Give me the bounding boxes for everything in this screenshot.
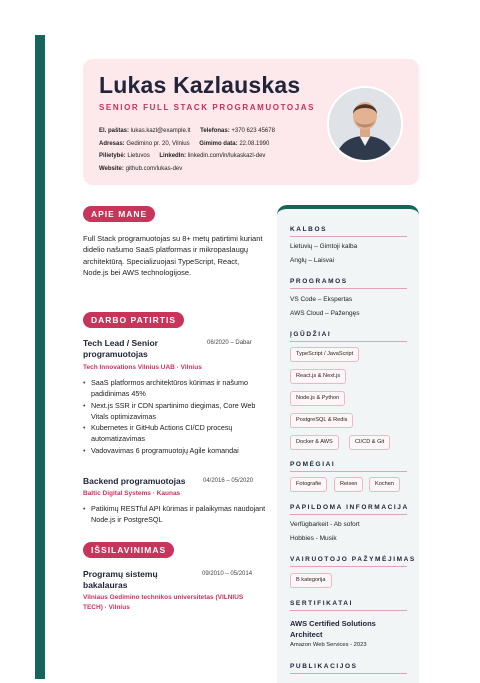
job-company: Tech Innovations Vilnius UAB · Vilnius — [83, 364, 202, 371]
profile-header — [83, 59, 419, 185]
divider — [290, 236, 407, 237]
list-item: Anglų – Laisvai — [290, 257, 335, 264]
candidate-name: Lukas Kazlauskas — [99, 72, 301, 98]
accent-bar — [35, 35, 45, 679]
email-value: lukas.kazl@example.lt — [130, 128, 191, 134]
sidebar — [277, 205, 419, 683]
contact-info — [99, 125, 275, 175]
list-item: AWS Cloud – Pažengęs — [290, 310, 360, 317]
license-chip: B kategorija — [290, 573, 332, 588]
skill-chip: PostgreSQL & Redis — [290, 413, 353, 428]
list-item: • Patikimų RESTful API kūrimas ir palaikymas naudojant Node.js ir PostgreSQL — [83, 503, 269, 526]
divider — [290, 673, 407, 674]
list-item: Verfügbarkeit - Ab sofort — [290, 521, 360, 528]
job-bullets — [83, 377, 269, 456]
candidate-title: SENIOR FULL STACK PROGRAMUOTOJAS — [99, 103, 316, 112]
job-dates: 04/2016 – 05/2020 — [203, 478, 254, 484]
list-item: • SaaS platformos architektūros kūrimas ir našumo padidinimas 45% — [83, 377, 269, 400]
job-company: Baltic Digital Systems · Kaunas — [83, 490, 181, 497]
education-degree: Programų sistemų bakalauras — [83, 569, 158, 590]
hobby-chip: Fotografie — [290, 477, 327, 492]
phone-label: Telefonas: — [200, 128, 230, 134]
languages-heading: KALBOS — [290, 226, 328, 233]
hobbies-heading: POMĖGIAI — [290, 461, 336, 468]
about-heading: APIE MANE — [83, 206, 155, 222]
divider — [290, 514, 407, 515]
linkedin-value: linkedin.com/in/lukaskazl-dev — [187, 153, 266, 160]
job-bullets — [83, 503, 269, 526]
citizenship-value: Lietuvos — [127, 153, 150, 160]
certificate-issuer: Amazon Web Services - 2023 — [290, 642, 367, 648]
website-label: Website: — [99, 165, 124, 172]
divider — [290, 341, 407, 342]
job-title: Backend programuotojas — [83, 476, 186, 486]
skills-heading: ĮGŪDŽIAI — [290, 331, 332, 338]
divider — [290, 288, 407, 289]
list-item: • Next.js SSR ir CDN spartinimo diegimas, Core Web Vitals optimizavimas — [83, 400, 269, 423]
education-heading: IŠSILAVINIMAS — [83, 542, 174, 558]
website-value: github.com/lukas-dev — [125, 165, 183, 172]
skill-chip: Node.js & Python — [290, 391, 345, 406]
divider — [290, 610, 407, 611]
birth-label: Gimimo data: — [199, 140, 238, 147]
certificate-name: AWS Certified Solutions Architect — [290, 619, 376, 639]
address-label: Adresas: — [99, 140, 125, 147]
citizenship-label: Pilietybė: — [99, 153, 126, 160]
linkedin-label: LinkedIn: — [159, 153, 187, 160]
list-item: • Vadovavimas 6 programuotojų Agile komandai — [83, 445, 269, 456]
hobby-chip: Reisen — [334, 477, 363, 492]
email-label: El. paštas: — [99, 128, 130, 134]
divider — [290, 471, 407, 472]
skill-chip: TypeScript / JavaScript — [290, 347, 359, 362]
address-value: Gedimino pr. 20, Vilnius — [126, 140, 190, 147]
job-dates: 06/2020 – Dabar — [207, 340, 252, 346]
education-school: Vilniaus Gedimino technikos universitetas (VILNIUS TECH) · Vilnius — [83, 594, 244, 611]
publications-heading: PUBLIKACIJOS — [290, 663, 358, 670]
avatar — [327, 86, 403, 162]
experience-heading: DARBO PATIRTIS — [83, 312, 184, 328]
programs-heading: PROGRAMOS — [290, 278, 348, 285]
hobby-chip: Kochen — [369, 477, 400, 492]
education-dates: 09/2010 – 05/2014 — [202, 571, 253, 577]
birth-value: 22.08.1990 — [239, 140, 270, 147]
skill-chip: CI/CD & Git — [349, 435, 390, 450]
phone-value: +370 623 45678 — [231, 128, 275, 134]
list-item: VS Code – Ekspertas — [290, 296, 353, 303]
license-heading: VAIRUOTOJO PAŽYMĖJIMAS — [290, 556, 416, 563]
skill-chip: Docker & AWS — [290, 435, 339, 450]
divider — [290, 566, 407, 567]
list-item: Lietuvių – Gimtoji kalba — [290, 243, 358, 250]
skill-chip: React.js & Next.js — [290, 369, 346, 384]
about-text: Full Stack programuotojas su 8+ metų patirtimi kuriant didelio našumo SaaS platformas ir mikropaslaugų architektūrą. Specializuojasi TypeScript, React, Node.js bei AWS technologijose. — [83, 234, 263, 277]
list-item: • Kubernetes ir GitHub Actions CI/CD procesų automatizavimas — [83, 422, 269, 445]
job-title: Tech Lead / Senior programuotojas — [83, 338, 158, 359]
additional-heading: PAPILDOMA INFORMACIJA — [290, 504, 409, 511]
certificates-heading: SERTIFIKATAI — [290, 600, 354, 607]
list-item: Hobbies - Musik — [290, 535, 337, 542]
